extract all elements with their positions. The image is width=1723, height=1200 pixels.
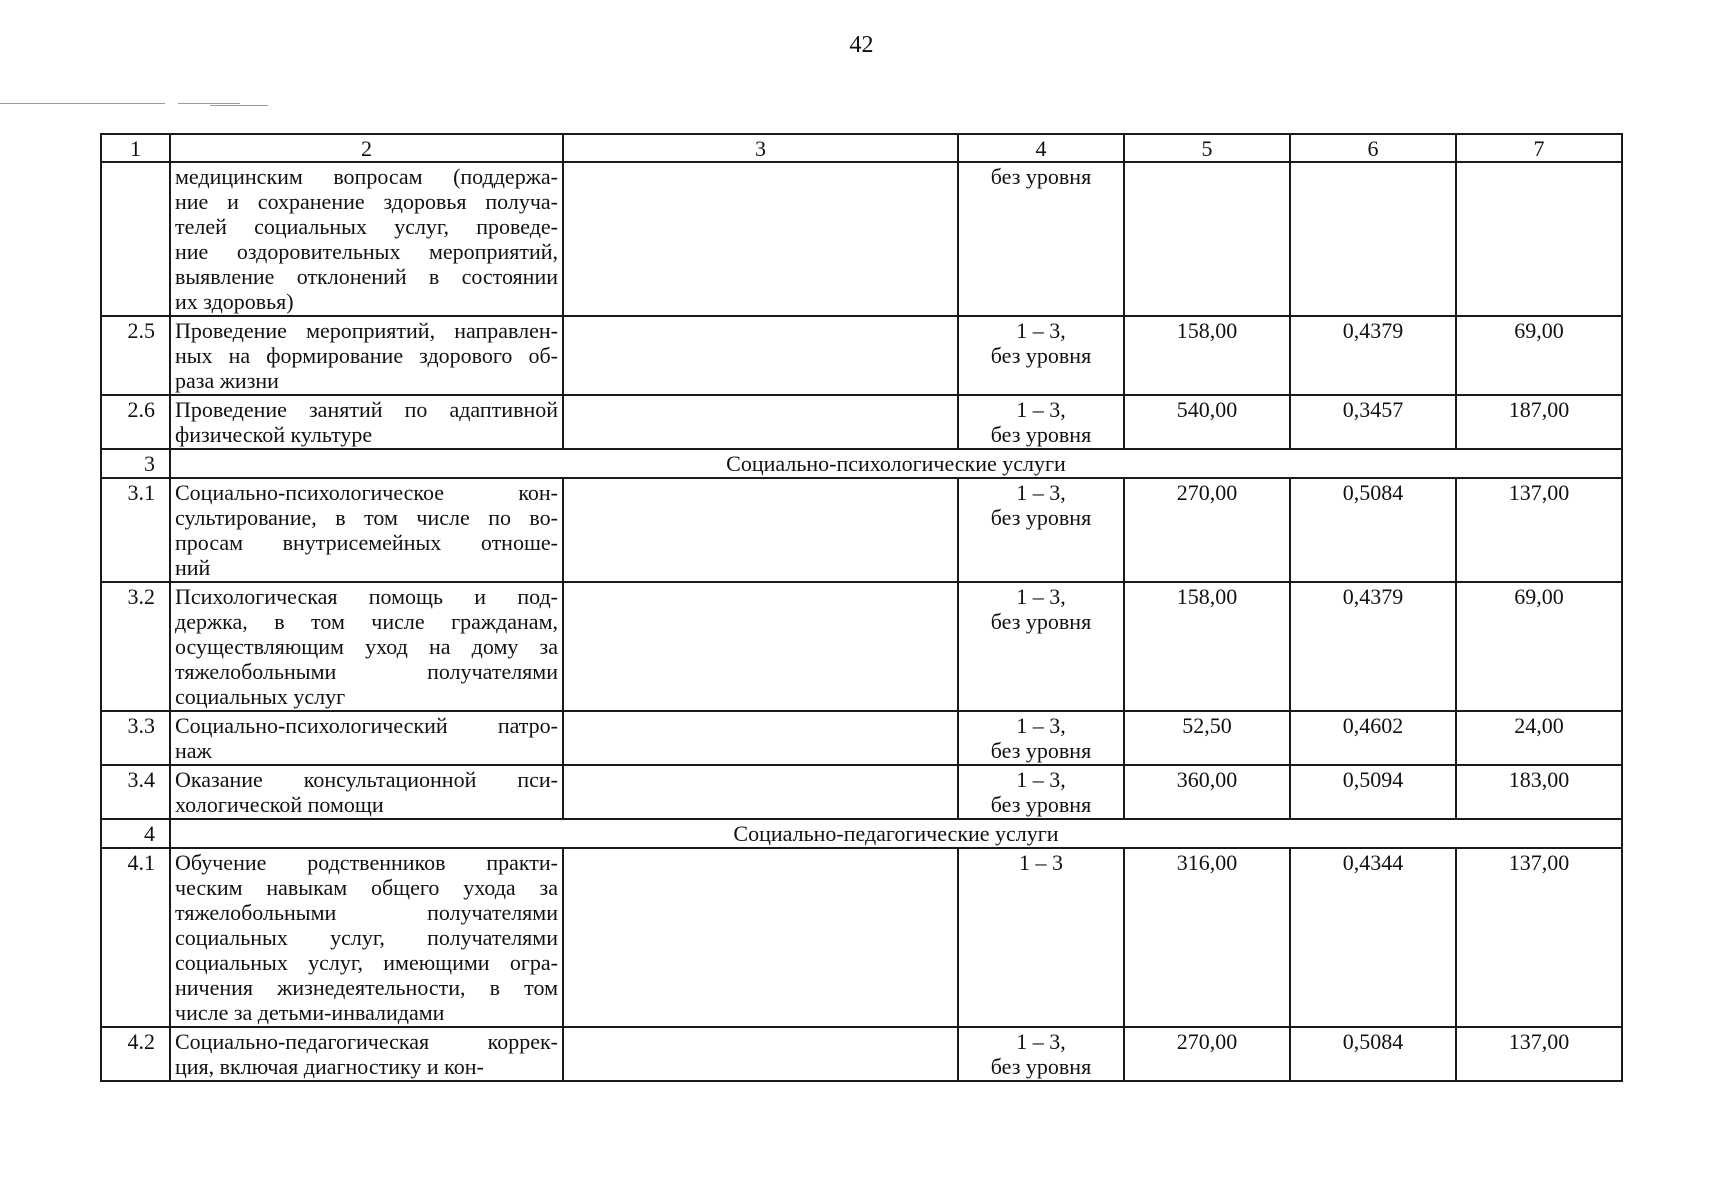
scan-artifact-line [178, 103, 240, 104]
service-name-line: тяжелобольными получателями [175, 659, 558, 684]
table-row [101, 711, 1622, 765]
column-6-value: 0,4602 [1290, 711, 1456, 765]
services-table [100, 133, 1623, 1082]
row-number [101, 162, 170, 316]
column-3-cell [563, 711, 958, 765]
column-number-row [101, 134, 1622, 162]
service-name-line: их здоровья) [175, 289, 294, 314]
row-number: 4.2 [101, 1027, 170, 1081]
service-name-line: ний [175, 555, 211, 580]
service-level-line: 1 – 3, [1016, 397, 1066, 422]
service-name-line: тяжелобольными получателями [175, 900, 558, 925]
column-5-value: 270,00 [1124, 478, 1290, 582]
service-name-line: Психологическая помощь и под- [175, 584, 558, 609]
table-row [101, 582, 1622, 711]
service-level-line: 1 – 3, [1016, 713, 1066, 738]
service-level [958, 582, 1124, 711]
column-number: 5 [1124, 134, 1290, 162]
service-name [170, 162, 563, 316]
service-level-line: без уровня [990, 343, 1092, 368]
row-number: 3.1 [101, 478, 170, 582]
service-name-line: хологической помощи [175, 792, 384, 817]
row-number: 3.4 [101, 765, 170, 819]
table-row [101, 478, 1622, 582]
service-name [170, 478, 563, 582]
service-name [170, 316, 563, 395]
service-level [958, 711, 1124, 765]
service-name-line: ничения жизнедеятельности, в том [175, 975, 558, 1000]
column-5-value: 270,00 [1124, 1027, 1290, 1081]
service-name-line: Социально-психологический патро- [175, 713, 558, 738]
service-name-line: Социально-педагогическая коррек- [175, 1029, 558, 1054]
service-name-line: Проведение занятий по адаптивной [175, 397, 558, 422]
column-6-value: 0,4379 [1290, 316, 1456, 395]
column-6-value: 0,3457 [1290, 395, 1456, 449]
service-name [170, 582, 563, 711]
service-name-line: осуществляющим уход на дому за [175, 634, 558, 659]
column-3-cell [563, 1027, 958, 1081]
page-number: 42 [849, 32, 874, 58]
service-level-line: 1 – 3, [1016, 480, 1066, 505]
service-level-line: 1 – 3, [1016, 767, 1066, 792]
section-row [101, 819, 1622, 848]
table-row [101, 316, 1622, 395]
column-3-cell [563, 395, 958, 449]
service-name-line: социальных услуг, имеющими огра- [175, 950, 558, 975]
column-3-cell [563, 316, 958, 395]
column-7-value: 137,00 [1456, 1027, 1622, 1081]
service-name-line: ние оздоровительных мероприятий, [175, 239, 558, 264]
service-name [170, 848, 563, 1027]
column-number: 1 [101, 134, 170, 162]
service-name-line: телей социальных услуг, проведе- [175, 214, 558, 239]
table-row [101, 162, 1622, 316]
row-number: 2.6 [101, 395, 170, 449]
column-3-cell [563, 478, 958, 582]
column-number: 7 [1456, 134, 1622, 162]
table-row [101, 1027, 1622, 1081]
section-number: 4 [101, 819, 170, 848]
service-name-line: держка, в том числе гражданам, [175, 609, 558, 634]
column-3-cell [563, 765, 958, 819]
service-name-line: выявление отклонений в состоянии [175, 264, 558, 289]
service-name-line: ние и сохранение здоровья получа- [175, 189, 558, 214]
column-7-value: 137,00 [1456, 478, 1622, 582]
column-5-value: 158,00 [1124, 582, 1290, 711]
service-level-line: 1 – 3 [1019, 850, 1063, 875]
section-title: Социально-педагогические услуги [170, 819, 1622, 848]
service-name-line: просам внутрисемейных отноше- [175, 530, 558, 555]
service-name-line: Социально-психологическое кон- [175, 480, 558, 505]
column-7-value: 69,00 [1456, 582, 1622, 711]
column-5-value: 52,50 [1124, 711, 1290, 765]
row-number: 3.2 [101, 582, 170, 711]
table-row [101, 848, 1622, 1027]
column-3-cell [563, 848, 958, 1027]
column-7-value [1456, 162, 1622, 316]
row-number: 3.3 [101, 711, 170, 765]
service-name-line: Обучение родственников практи- [175, 850, 558, 875]
service-level [958, 765, 1124, 819]
column-7-value: 183,00 [1456, 765, 1622, 819]
service-level-line: 1 – 3, [1016, 584, 1066, 609]
column-5-value: 316,00 [1124, 848, 1290, 1027]
section-number: 3 [101, 449, 170, 478]
service-name-line: медицинским вопросам (поддержа- [175, 164, 558, 189]
service-name [170, 711, 563, 765]
service-level-line: без уровня [990, 505, 1092, 530]
service-level [958, 316, 1124, 395]
service-level-line: 1 – 3, [1016, 318, 1066, 343]
column-6-value: 0,5084 [1290, 1027, 1456, 1081]
service-name [170, 765, 563, 819]
column-3-cell [563, 162, 958, 316]
column-number: 6 [1290, 134, 1456, 162]
service-name-line: наж [175, 738, 212, 763]
column-6-value: 0,5094 [1290, 765, 1456, 819]
service-level-line: без уровня [990, 164, 1092, 189]
column-5-value: 158,00 [1124, 316, 1290, 395]
row-number: 4.1 [101, 848, 170, 1027]
service-name-line: сультирование, в том числе по во- [175, 505, 558, 530]
service-level-line: без уровня [990, 1054, 1092, 1079]
service-level-line: без уровня [990, 792, 1092, 817]
column-6-value: 0,4344 [1290, 848, 1456, 1027]
column-7-value: 137,00 [1456, 848, 1622, 1027]
service-level [958, 848, 1124, 1027]
scan-artifact-line [210, 105, 268, 106]
section-title: Социально-психологические услуги [170, 449, 1622, 478]
service-level-line: 1 – 3, [1016, 1029, 1066, 1054]
column-5-value: 540,00 [1124, 395, 1290, 449]
service-name-line: ческим навыкам общего ухода за [175, 875, 558, 900]
section-row [101, 449, 1622, 478]
service-name [170, 1027, 563, 1081]
service-level [958, 162, 1124, 316]
table-row [101, 765, 1622, 819]
column-7-value: 24,00 [1456, 711, 1622, 765]
column-7-value: 69,00 [1456, 316, 1622, 395]
service-name-line: физической культуре [175, 422, 373, 447]
column-6-value [1290, 162, 1456, 316]
column-7-value: 187,00 [1456, 395, 1622, 449]
service-level [958, 395, 1124, 449]
service-level-line: без уровня [990, 738, 1092, 763]
service-name-line: Проведение мероприятий, направлен- [175, 318, 558, 343]
service-level-line: без уровня [990, 422, 1092, 447]
row-number: 2.5 [101, 316, 170, 395]
column-5-value [1124, 162, 1290, 316]
service-level-line: без уровня [990, 609, 1092, 634]
service-name-line: социальных услуг, получателями [175, 925, 558, 950]
service-name-line: раза жизни [175, 368, 279, 393]
column-number: 3 [563, 134, 958, 162]
table-body [101, 134, 1622, 1081]
service-name-line: числе за детьми-инвалидами [175, 1000, 445, 1025]
service-name-line: социальных услуг [175, 684, 346, 709]
column-number: 4 [958, 134, 1124, 162]
service-name-line: ных на формирование здорового об- [175, 343, 558, 368]
service-level [958, 478, 1124, 582]
service-level [958, 1027, 1124, 1081]
column-6-value: 0,5084 [1290, 478, 1456, 582]
column-5-value: 360,00 [1124, 765, 1290, 819]
table-row [101, 395, 1622, 449]
service-name [170, 395, 563, 449]
scan-artifact-line [0, 103, 165, 104]
column-number: 2 [170, 134, 563, 162]
service-name-line: Оказание консультационной пси- [175, 767, 558, 792]
column-3-cell [563, 582, 958, 711]
service-name-line: ция, включая диагностику и кон- [175, 1054, 484, 1079]
column-6-value: 0,4379 [1290, 582, 1456, 711]
